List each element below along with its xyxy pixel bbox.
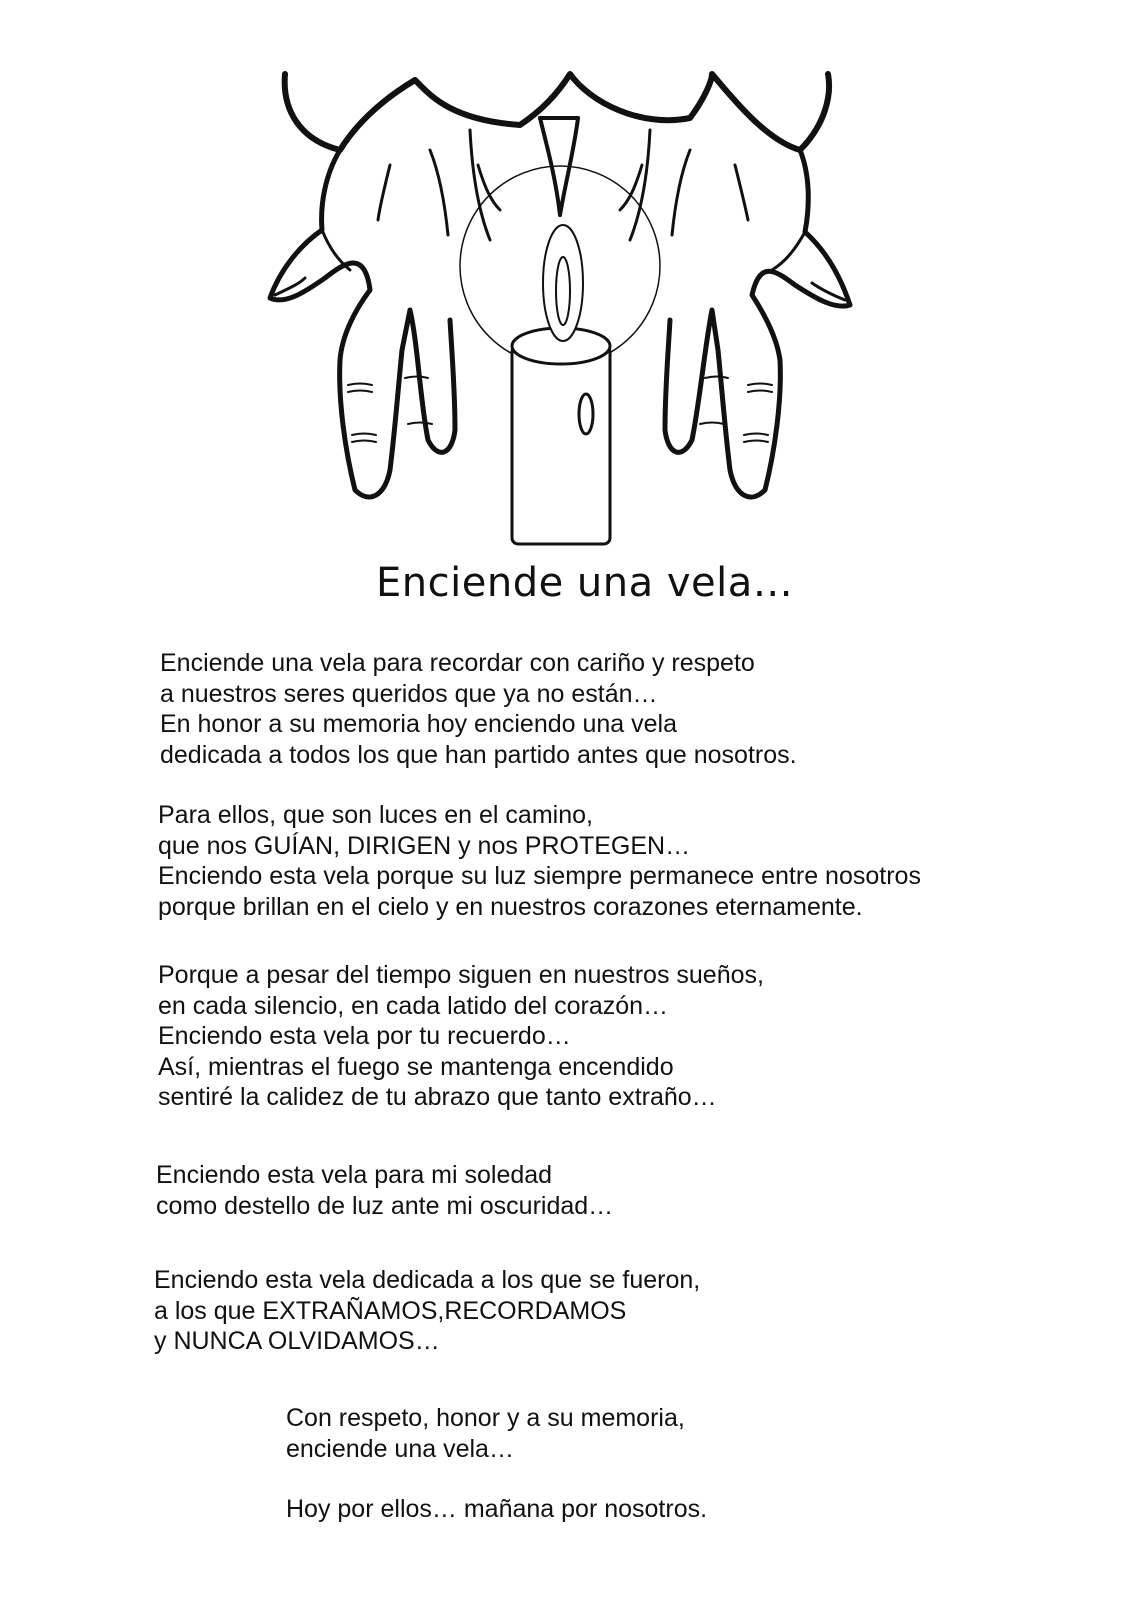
stanza-line: a los que EXTRAÑAMOS,RECORDAMOS	[154, 1296, 627, 1325]
stanza-line: a nuestros seres queridos que ya no están…	[160, 679, 658, 708]
closing-line: Con respeto, honor y a su memoria,	[286, 1404, 685, 1432]
stanza-5	[154, 1265, 700, 1357]
closing-line: enciende una vela…	[286, 1434, 514, 1463]
sleeve-edge	[285, 74, 829, 150]
stanza-line: que nos GUÍAN, DIRIGEN y nos PROTEGEN…	[158, 831, 691, 860]
stanza-3	[158, 960, 764, 1113]
stanza-line: Enciendo esta vela porque su luz siempre permanece entre nosotros	[158, 862, 921, 890]
final-line: Hoy por ellos… mañana por nosotros.	[286, 1495, 708, 1523]
closing-stanza	[286, 1403, 685, 1464]
right-hand-outline	[665, 150, 850, 497]
stanza-4	[156, 1160, 613, 1221]
flame-icon	[543, 225, 583, 341]
stanza-line: en cada silencio, en cada latido del corazón…	[158, 991, 669, 1020]
stanza-line: dedicada a todos los que han partido antes que nosotros.	[160, 740, 797, 769]
hands-holding-candle-icon	[262, 66, 862, 556]
stanza-line: porque brillan en el cielo y en nuestros corazones eternamente.	[158, 892, 863, 921]
left-hand-outline	[270, 150, 455, 497]
stanza-line: como destello de luz ante mi oscuridad…	[156, 1191, 614, 1220]
stanza-line: Así, mientras el fuego se mantenga encendido	[158, 1052, 674, 1081]
stanza-line: y NUNCA OLVIDAMOS…	[154, 1327, 440, 1355]
page-title: Enciende una vela…	[376, 560, 794, 606]
stanza-line: En honor a su memoria hoy enciendo una vela	[160, 710, 677, 738]
stanza-line: sentiré la calidez de tu abrazo que tanto extraño…	[158, 1083, 717, 1111]
stanza-line: Enciendo esta vela por tu recuerdo…	[158, 1022, 571, 1050]
candle-icon	[512, 328, 610, 544]
stanza-line: Para ellos, que son luces en el camino,	[158, 801, 593, 829]
stanza-1	[160, 648, 797, 770]
stanza-line: Enciendo esta vela dedicada a los que se fueron,	[154, 1266, 701, 1294]
stanza-2	[158, 800, 921, 922]
stanza-line: Enciendo esta vela para mi soledad	[156, 1161, 553, 1189]
stanza-line: Porque a pesar del tiempo siguen en nuestros sueños,	[158, 961, 764, 989]
stanza-line: Enciende una vela para recordar con cariño y respeto	[160, 649, 755, 677]
